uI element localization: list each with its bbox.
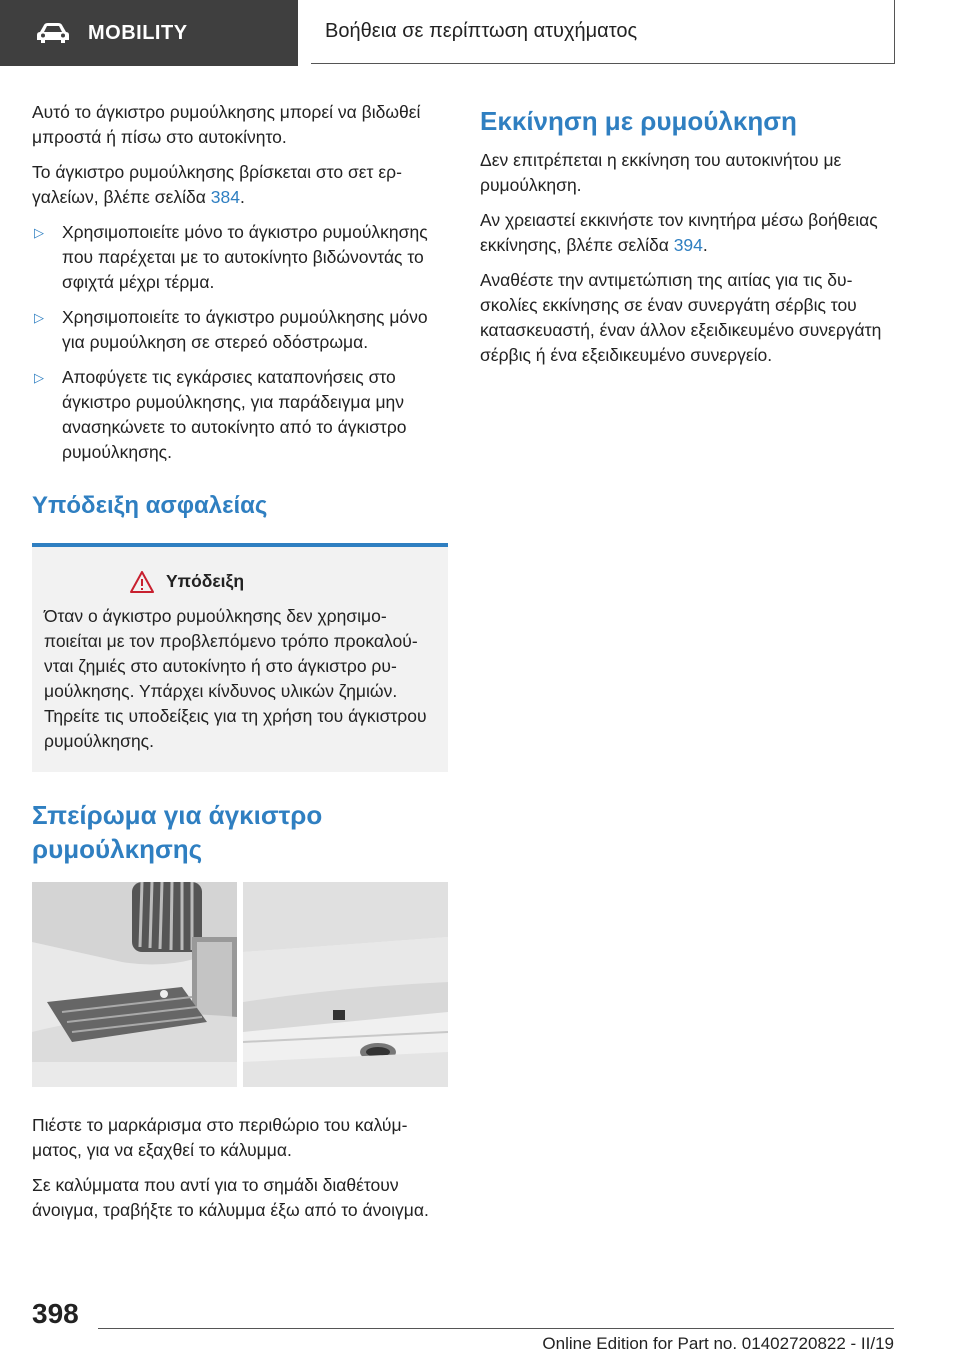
triangle-bullet-icon: ▷ xyxy=(34,310,44,325)
rear-bumper-image xyxy=(243,882,448,1087)
paragraph: Δεν επιτρέπεται η εκκίνηση του αυτοκινήτου με ρυμούλκηση. xyxy=(480,150,842,195)
list-item: ▷ Αποφύγετε τις εγκάρσιες καταπονήσεις στο άγκιστρο ρυμούλκησης, για παράδειγμα μην ανασηκώνετε το αυτοκίνητο από το άγκιστρο ρυμούλκησης. xyxy=(34,367,407,462)
triangle-bullet-icon: ▷ xyxy=(34,370,44,385)
paragraph-with-link: Το άγκιστρο ρυμούλκησης βρίσκεται στο σετ εργαλείων, βλέπε σελίδα 384. xyxy=(32,162,402,207)
warning-icon xyxy=(130,571,154,593)
paragraph: Αυτό το άγκιστρο ρυμούλκησης μπορεί να βιδωθεί μπροστά ή πίσω στο αυτοκίνητο. xyxy=(32,102,421,147)
note-title: Υπόδειξη xyxy=(166,571,245,591)
page-number: 398 xyxy=(32,1298,79,1329)
right-column xyxy=(480,104,896,378)
edition-text: Online Edition for Part no. 01402720822 - II/19 xyxy=(542,1334,894,1353)
triangle-bullet-icon: ▷ xyxy=(34,225,44,240)
note-text: Όταν ο άγκιστρο ρυμούλκησης δεν χρησιμοποιείται με τον προβλεπόμενο τρόπο προκαλούνται ζημιές στο αυτοκίνητο ή στο άγκιστρο ρυμούλκησης. Υπάρχει κίνδυνος υλικών ζημιών. Τηρείτε τις υποδείξεις για τη χρήση του άγκιστρου ρυμούλκησης. xyxy=(44,606,427,751)
list-item: ▷ Χρησιμοποιείτε το άγκιστρο ρυμούλκησης μόνο για ρυμούλκηση σε στερεό οδόστρωμα. xyxy=(34,307,428,352)
car-icon xyxy=(36,22,70,44)
safety-heading: Υπόδειξη ασφαλείας xyxy=(32,492,268,519)
section-title: MOBILITY xyxy=(88,21,188,44)
page-link[interactable]: 384 xyxy=(210,187,240,207)
thread-heading: Σπείρωμα για άγκιστρο ρυμούλκησης xyxy=(32,800,323,864)
left-column xyxy=(32,100,448,1233)
section-tab xyxy=(0,0,298,66)
chapter-title: Βοήθεια σε περίπτωση ατυχήματος xyxy=(325,20,638,42)
paragraph-with-link: Αν χρειαστεί εκκινήστε τον κινητήρα μέσω βοήθειας εκκίνησης, βλέπε σελίδα 394. xyxy=(480,210,878,255)
paragraph: Πιέστε το μαρκάρισμα στο περιθώριο του καλύμματος, για να εξαχθεί το κάλυμμα. xyxy=(32,1115,408,1160)
paragraph: Αναθέστε την αντιμετώπιση της αιτίας για τις δυσκολίες εκκίνησης σε έναν συνεργάτη σέρβις του κατασκευαστή, έναν άλλον εξειδικευμένο συνεργάτη σέρβις ή ένα εξειδικευμένο συνεργείο. xyxy=(480,270,882,365)
chapter-header xyxy=(311,0,895,64)
safety-note xyxy=(32,543,448,772)
paragraph: Σε καλύμματα που αντί για το σημάδι διαθέτουν άνοιγμα, τραβήξτε το κάλυμμα έξω από το άνοιγμα. xyxy=(32,1175,429,1220)
page-link[interactable]: 394 xyxy=(673,235,703,255)
front-bumper-image xyxy=(32,882,237,1087)
list-item: ▷ Χρησιμοποιείτε μόνο το άγκιστρο ρυμούλκησης που παρέχεται με το αυτοκίνητο βιδώνοντάς το σφιχτά μέχρι τέρμα. xyxy=(34,222,428,292)
tow-start-heading: Εκκίνηση με ρυμούλκηση xyxy=(480,106,797,136)
footer-divider xyxy=(98,1328,894,1329)
photo-row xyxy=(32,882,448,1087)
